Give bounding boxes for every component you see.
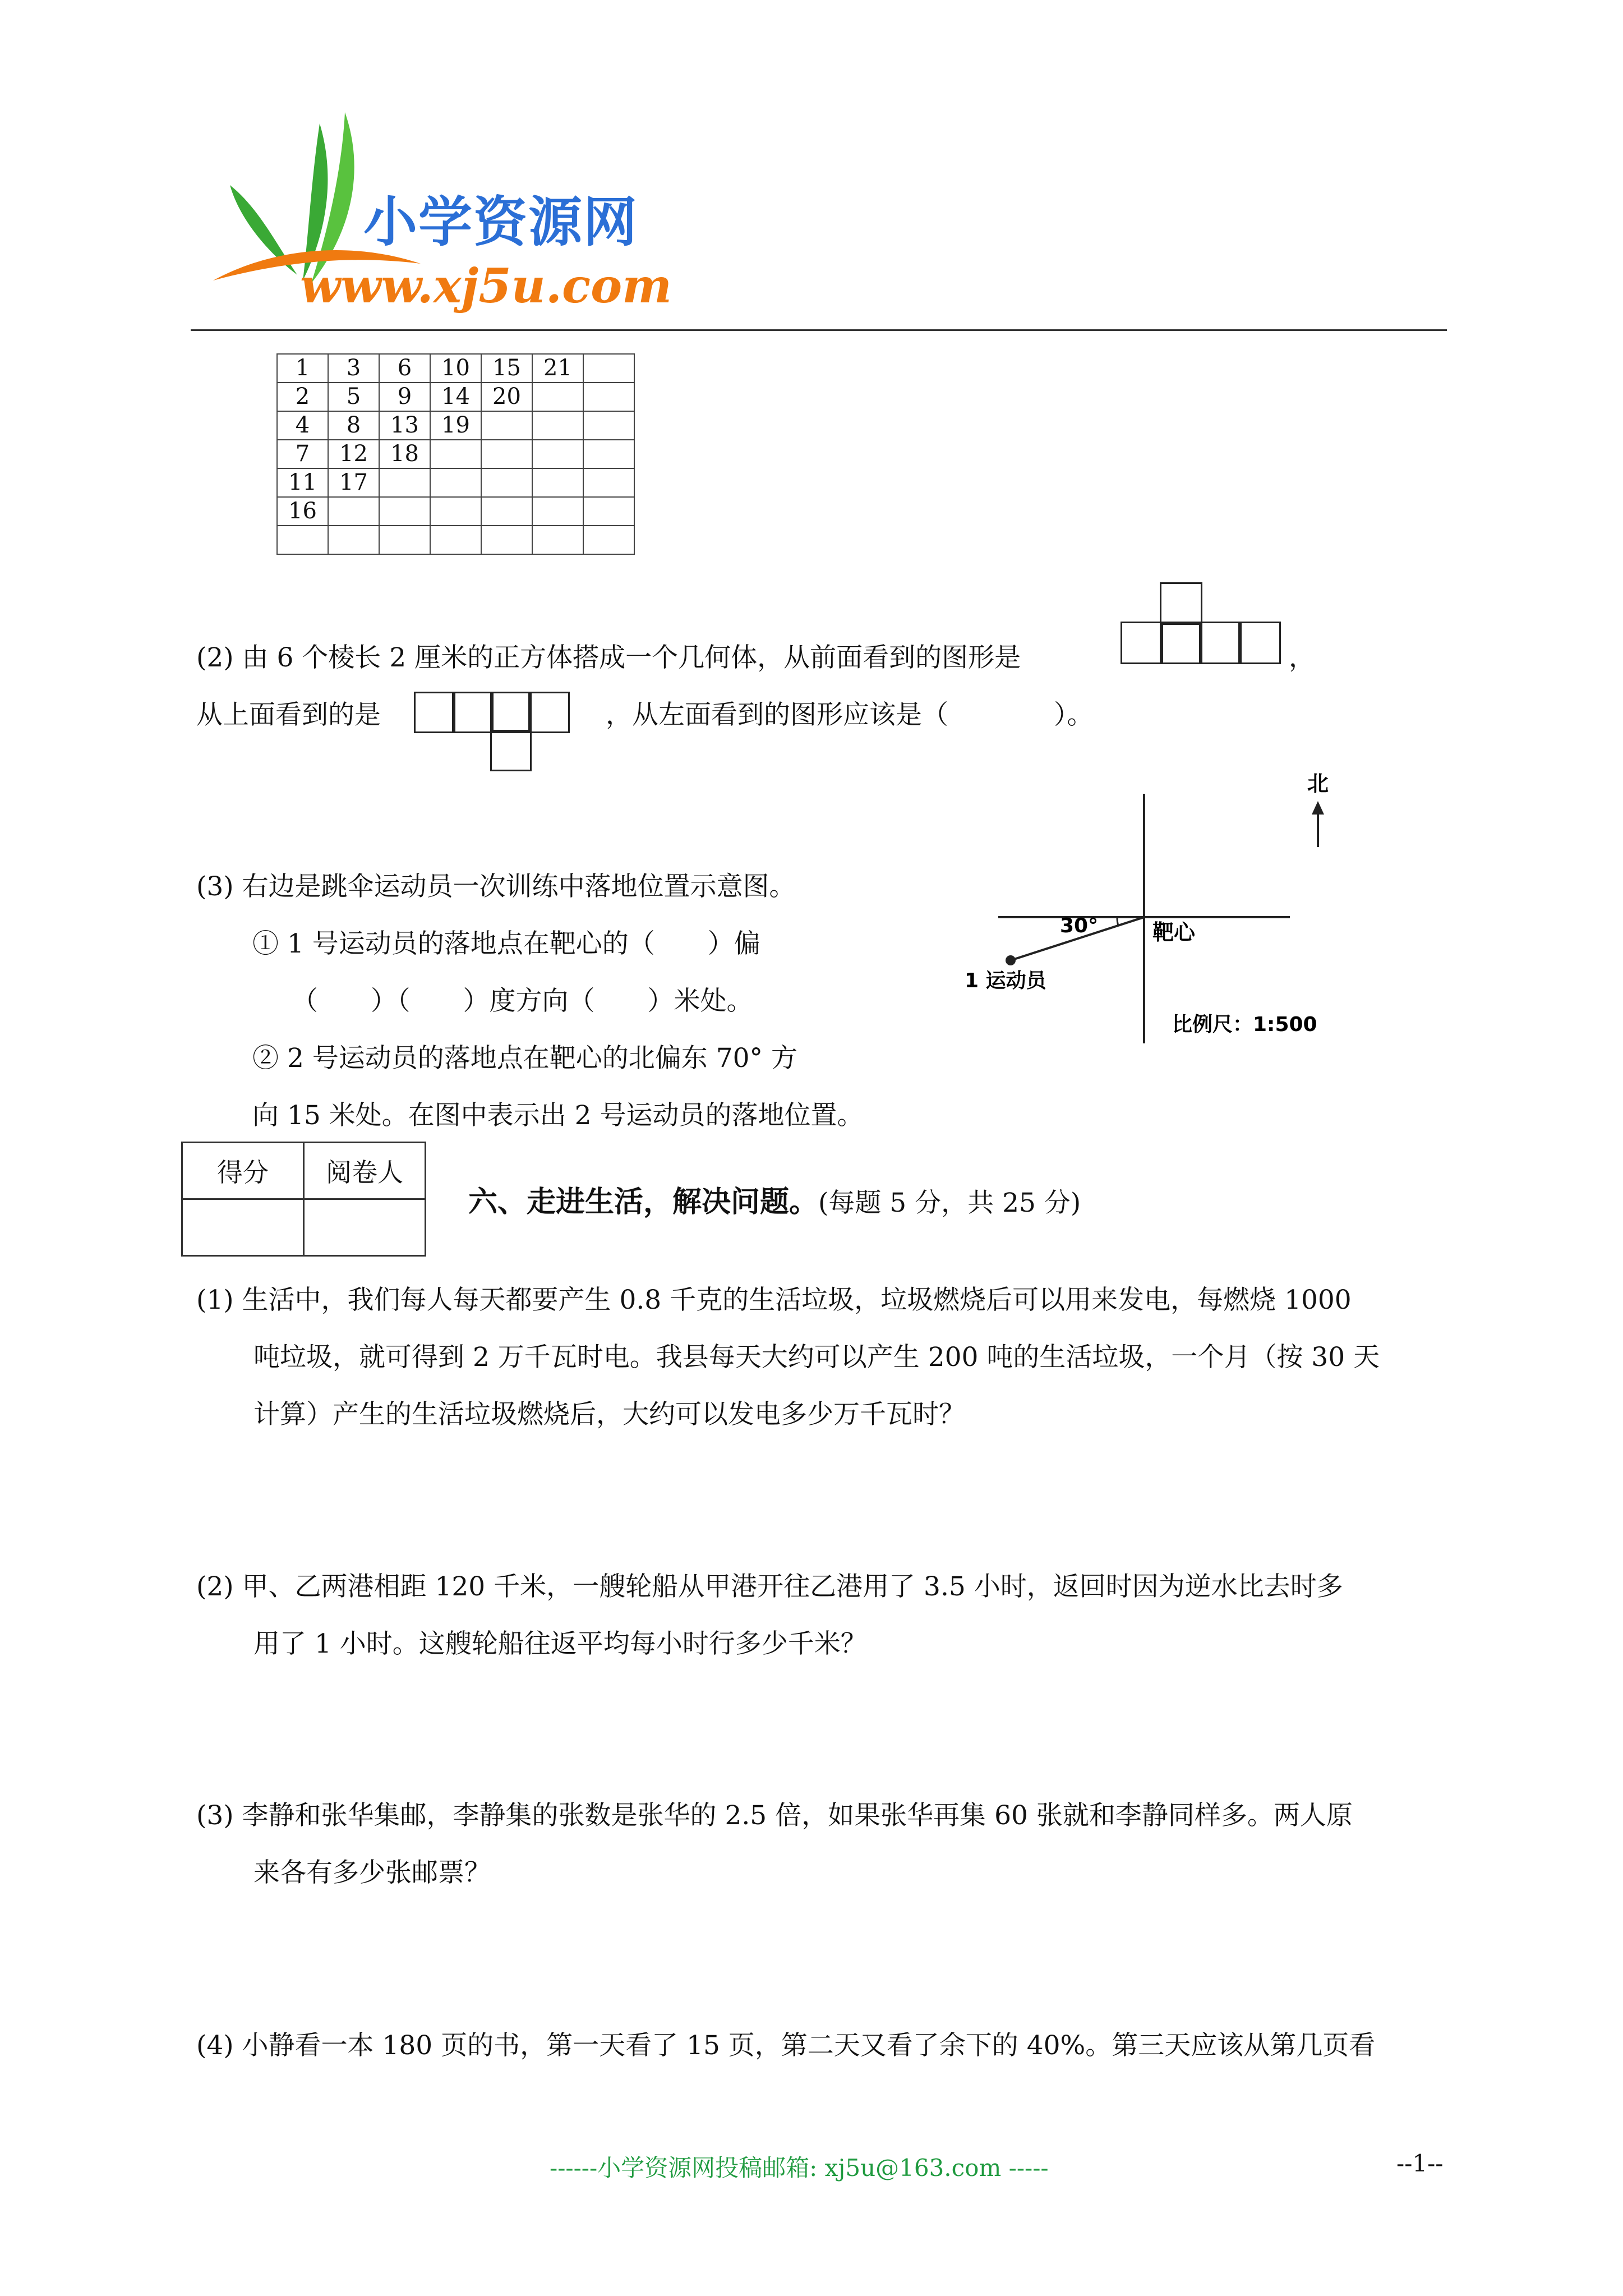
table-cell [379,497,430,526]
p3-line2: 来各有多少张邮票？ [253,1857,491,1888]
table-cell [481,526,532,554]
q3-line4: ② 2 号运动员的落地点在靶心的北偏东 70° 方 [252,1043,797,1074]
p1-line3: 计算）产生的生活垃圾燃烧后，大约可以发电多少万千瓦时？ [253,1399,965,1430]
p2-line2: 用了 1 小时。这艘轮船往返平均每小时行多少千米？ [253,1628,867,1659]
score-box [181,1142,426,1257]
p4-line1: (4) 小静看一本 180 页的书，第一天看了 15 页，第二天又看了余下的 40%。第三天应该从第几页看 [196,2030,1376,2061]
grader-label: 阅卷人 [304,1143,426,1199]
table-cell [379,526,430,554]
table-cell [481,411,532,440]
table-cell [481,440,532,468]
table-row [277,383,634,411]
score-blank[interactable] [182,1199,304,1256]
section6-title [468,1178,1081,1220]
table-cell: 7 [277,440,328,468]
table-cell: 15 [481,354,532,383]
grader-blank[interactable] [304,1199,426,1256]
table-cell: 21 [532,354,583,383]
section6-title-text: 六、走进生活，解决问题。 [468,1185,819,1219]
table-cell [532,526,583,554]
table-cell: 10 [430,354,481,383]
table-cell [583,526,634,554]
table-cell [277,526,328,554]
q2-line1-end: ， [1289,642,1315,673]
table-cell [583,468,634,497]
center-label: 靶心 [1152,920,1196,945]
table-row [277,440,634,468]
q3-line1: (3) 右边是跳伞运动员一次训练中落地位置示意图。 [196,871,796,902]
table-cell [583,354,634,383]
table-row [277,468,634,497]
p2-line1: (2) 甲、乙两港相距 120 千米，一艘轮船从甲港开往乙港用了 3.5 小时，返回时因为逆水比去时多 [196,1571,1343,1602]
table-cell: 12 [328,440,379,468]
table-cell [328,497,379,526]
table-cell [430,526,481,554]
q2-line2-start: 从上面看到的是 [196,700,381,730]
logo-site-name: 小学资源网 [363,191,638,254]
table-cell [583,440,634,468]
page-number: --1-- [1396,2150,1444,2177]
section6-note: (每题 5 分，共 25 分) [818,1188,1081,1218]
table-cell [532,440,583,468]
p3-line1: (3) 李静和张华集邮，李静集的张数是张华的 2.5 倍，如果张华再集 60 张就和李静同样多。两人原 [196,1800,1353,1831]
table-cell: 8 [328,411,379,440]
table-row [277,354,634,383]
logo-site-url: www.xj5u.com [300,258,672,314]
table-cell: 4 [277,411,328,440]
q2-line1: (2) 由 6 个棱长 2 厘米的正方体搭成一个几何体，从前面看到的图形是 [196,642,1021,673]
table-cell [481,497,532,526]
table-cell [481,468,532,497]
table-cell [379,468,430,497]
table-cell: 14 [430,383,481,411]
landing-position-diagram [953,769,1346,1060]
p1-line1: (1) 生活中，我们每人每天都要产生 0.8 千克的生活垃圾，垃圾燃烧后可以用来发电，每燃烧 1000 [196,1285,1352,1315]
table-cell: 19 [430,411,481,440]
footer-email: ------小学资源网投稿邮箱: xj5u@163.com ----- [550,2154,1049,2182]
table-row [277,411,634,440]
table-cell [532,468,583,497]
table-cell: 5 [328,383,379,411]
table-cell [583,411,634,440]
athlete1-label: 1 运动员 [965,969,1046,992]
table-cell: 1 [277,354,328,383]
table-cell [328,526,379,554]
table-cell [583,497,634,526]
athlete1-point [1006,955,1016,965]
table-cell: 17 [328,468,379,497]
table-cell: 18 [379,440,430,468]
p1-line2: 吨垃圾，就可得到 2 万千瓦时电。我县每天大约可以产生 200 吨的生活垃圾，一个月（按 30 天 [253,1342,1380,1373]
number-table [276,353,635,555]
table-cell: 6 [379,354,430,383]
table-cell: 11 [277,468,328,497]
north-label: 北 [1307,771,1329,796]
q3-line2: ① 1 号运动员的落地点在靶心的（ ）偏 [252,928,760,959]
angle-label: 30° [1060,914,1099,937]
table-cell [532,411,583,440]
table-cell: 20 [481,383,532,411]
angle-arc [1117,917,1118,926]
table-cell: 16 [277,497,328,526]
table-cell [430,497,481,526]
q3-line3: （ ）（ ）度方向（ ）米处。 [292,986,753,1016]
table-cell [430,468,481,497]
table-cell [532,497,583,526]
q3-line5: 向 15 米处。在图中表示出 2 号运动员的落地位置。 [252,1100,864,1131]
table-cell [430,440,481,468]
q2-line2-end: ，从左面看到的图形应该是（ ）。 [606,700,1094,730]
table-cell: 13 [379,411,430,440]
table-row [277,526,634,554]
scale-label: 比例尺：1:500 [1172,1013,1317,1036]
table-cell: 9 [379,383,430,411]
table-row [277,497,634,526]
table-cell: 2 [277,383,328,411]
header-divider [191,329,1447,331]
table-cell [532,383,583,411]
table-cell [583,383,634,411]
table-cell: 3 [328,354,379,383]
score-label: 得分 [182,1143,304,1199]
